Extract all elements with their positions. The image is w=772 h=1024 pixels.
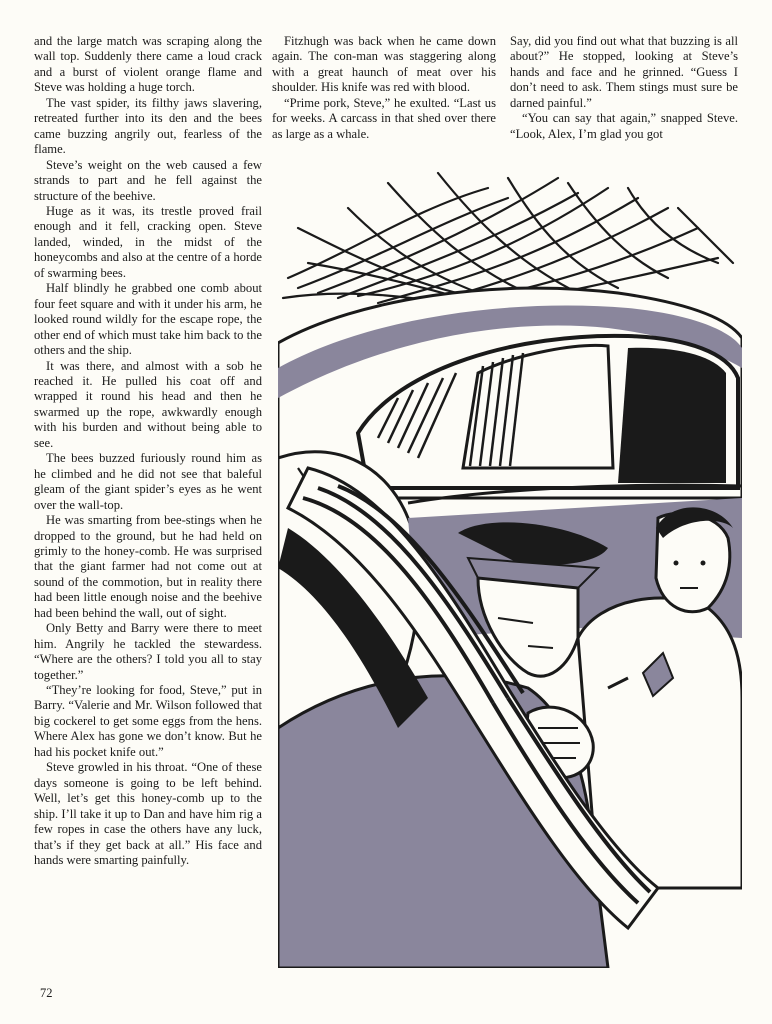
text-column-3 [510,34,738,142]
paragraph: Only Betty and Barry were there to meet him. Angrily he tackled the stewardess. “Where are the others? I told you all to stay together.” [34,621,262,682]
illustration-content [278,173,742,968]
text-column-1 [34,34,262,868]
text-column-2 [272,34,496,142]
paragraph: Fitzhugh was back when he came down again. The con-man was staggering along with a great haunch of meat over his shoulder. His knife was red with blood. [272,34,496,95]
paragraph: “Prime pork, Steve,” he exulted. “Last us for weeks. A carcass in that shed over there as large as a whale. [272,95,496,141]
paragraph: The bees buzzed furiously round him as he climbed and he did not see that baleful gleam of the giant spider’s eyes as he went over the wall-top. [34,451,262,512]
paragraph: It was there, and almost with a sob he reached it. He pulled his coat off and wrapped it round his head and then he swarmed up the rope, awkwardly enough with his burden and without being able to see. [34,358,262,450]
paragraph: Half blindly he grabbed one comb about four feet square and with it under his arm, he looked round wildly for the escape rope, the other end of which must take him back to the others and the ship. [34,281,262,358]
paragraph: and the large match was scraping along the wall top. Suddenly there came a loud crack and a burst of violent orange flame and Steve was holding a huge torch. [34,34,262,95]
paragraph: “They’re looking for food, Steve,” put in Barry. “Valerie and Mr. Wilson followed that big cockerel to get some eggs from the hens. Where Alex has gone we don’t know. But he had his pocket knife out.” [34,683,262,759]
paragraph: The vast spider, its filthy jaws slavering, retreated further into its den and the bees came buzzing angrily out, fearless of the flame. [34,95,262,157]
paragraph: He was smarting from bee-stings when he dropped to the ground, but he had held on grimly to the honey-comb. He was surprised that the giant farmer had not come out at sound of the commotion, but in reality there had been little enough noise and the beehive had been behind the wall, out of sight. [34,513,262,620]
paragraph: Huge as it was, its trestle proved frail enough and it fell, cracking open. Steve landed, winded, in the midst of the honeycombs and also at the centre of a horde of swarming bees. [34,203,262,280]
paragraph: Steve’s weight on the web caused a few strands to part and he fell against the structure of the beehive. [34,157,262,203]
paragraph: “You can say that again,” snapped Steve. “Look, Alex, I’m glad you got [510,111,738,141]
car-window-right [618,348,726,483]
paragraph: Say, did you find out what that buzzing is all about?” He stopped, looking at Steve’s hands and face and he grinned. “Guess I don’t need to ask. Them stings must sure be darned painful.” [510,34,738,110]
paragraph: Steve growled in his throat. “One of these days someone is going to be left behind. Well, let’s get this honey-comb up to the ship. I’ll take it up to Dan and have him rig a few ropes in case the others have any luck, that’s if they get back at all.” His face and hands were smarting painfully. [34,760,262,868]
page-number: 72 [40,986,53,1000]
comic-illustration [278,168,742,968]
